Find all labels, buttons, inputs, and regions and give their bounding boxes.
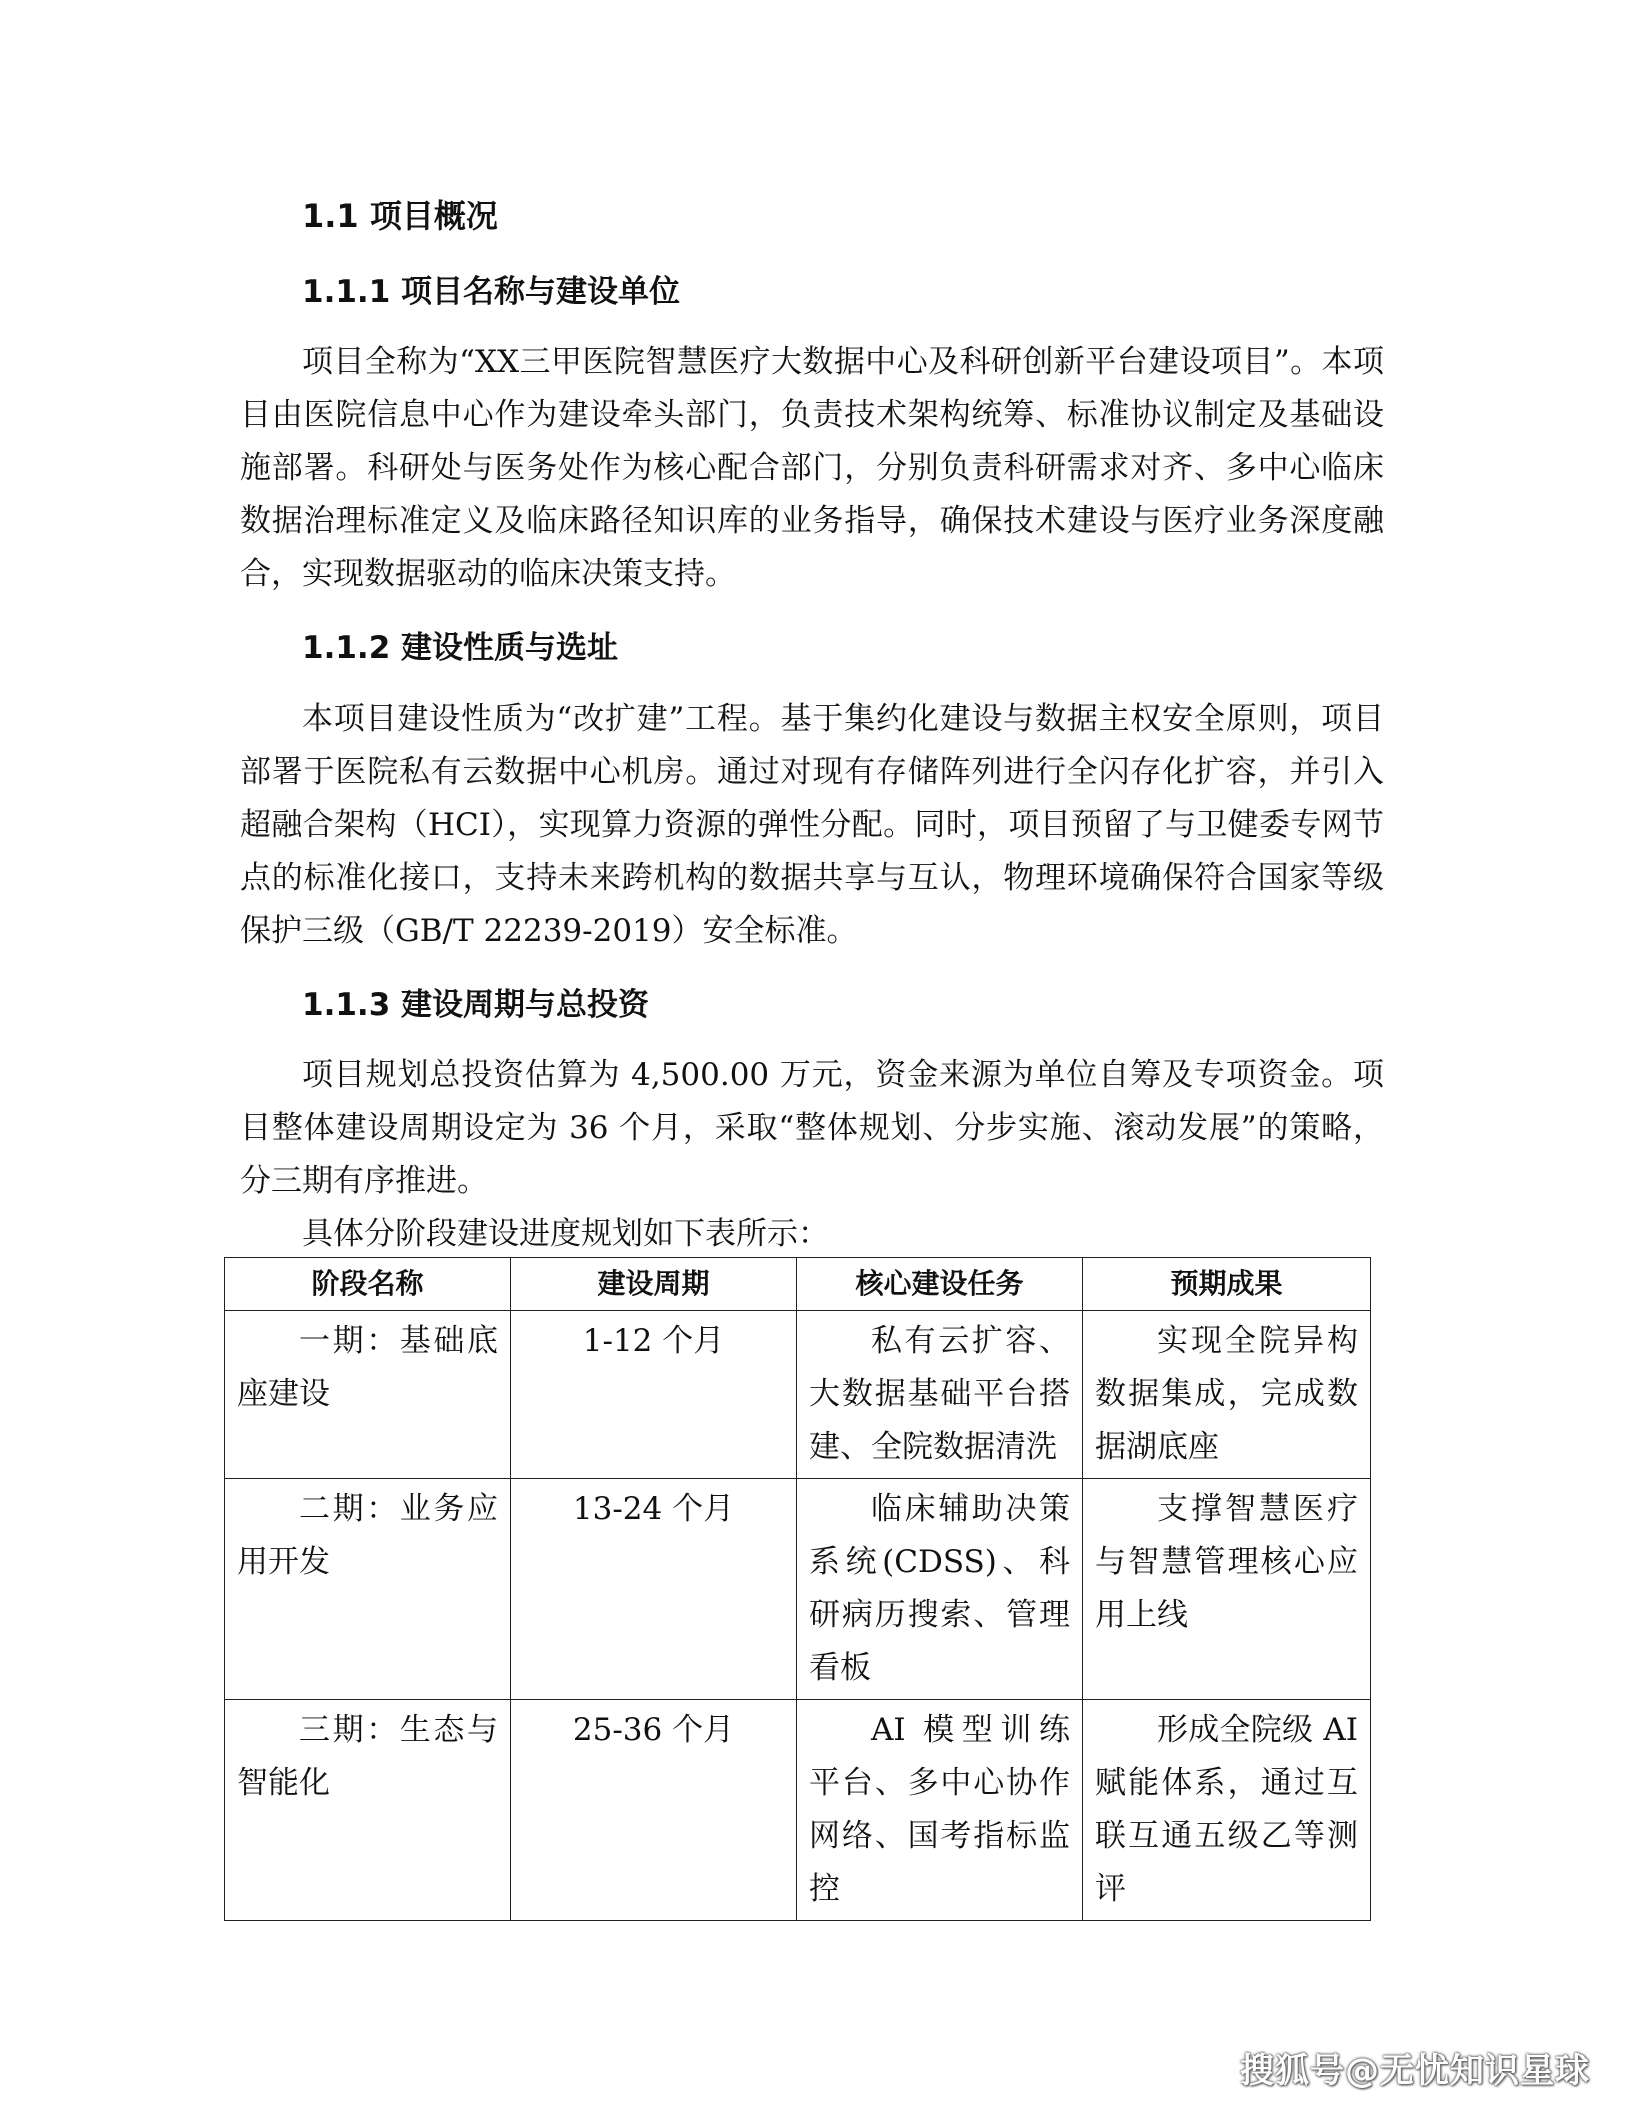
cell-core-tasks: AI 模型训练平台、多中心协作网络、国考指标监控 bbox=[797, 1700, 1083, 1921]
cell-phase-name: 一期：基础底座建设 bbox=[225, 1311, 511, 1479]
table-intro: 具体分阶段建设进度规划如下表所示： bbox=[302, 1216, 829, 1252]
cell-phase-name: 二期：业务应用开发 bbox=[225, 1479, 511, 1700]
header-core-tasks: 核心建设任务 bbox=[797, 1258, 1083, 1311]
paragraph-investment: 项目规划总投资估算为 4,500.00 万元，资金来源为单位自筹及专项资金。项目整体建设周期设定为 36 个月，采取“整体规划、分步实施、滚动发展”的策略，分三期有序推进。 bbox=[240, 1057, 1384, 1199]
cell-expected-results: 支撑智慧医疗与智慧管理核心应用上线 bbox=[1083, 1479, 1371, 1700]
cell-core-tasks: 私有云扩容、大数据基础平台搭建、全院数据清洗 bbox=[797, 1311, 1083, 1479]
header-phase-name: 阶段名称 bbox=[225, 1258, 511, 1311]
table-row bbox=[225, 1479, 1371, 1700]
header-period: 建设周期 bbox=[511, 1258, 797, 1311]
table-row bbox=[225, 1311, 1371, 1479]
cell-period: 25-36 个月 bbox=[511, 1700, 797, 1921]
paragraph-project-name: 项目全称为“XX三甲医院智慧医疗大数据中心及科研创新平台建设项目”。本项目由医院信息中心作为建设牵头部门，负责技术架构统筹、标准协议制定及基础设施部署。科研处与医务处作为核心配合部门，分别负责科研需求对齐、多中心临床数据治理标准定义及临床路径知识库的业务指导，确保技术建设与医疗业务深度融合，实现数据驱动的临床决策支持。 bbox=[240, 344, 1384, 592]
paragraph-construction-nature: 本项目建设性质为“改扩建”工程。基于集约化建设与数据主权安全原则，项目部署于医院私有云数据中心机房。通过对现有存储阵列进行全闪存化扩容，并引入超融合架构（HCI），实现算力资源的弹性分配。同时，项目预留了与卫健委专网节点的标准化接口，支持未来跨机构的数据共享与互认，物理环境确保符合国家等级保护三级（GB/T 22239-2019）安全标准。 bbox=[240, 701, 1384, 949]
cell-expected-results: 实现全院异构数据集成，完成数据湖底座 bbox=[1083, 1311, 1371, 1479]
cell-expected-results: 形成全院级 AI 赋能体系，通过互联互通五级乙等测评 bbox=[1083, 1700, 1371, 1921]
subsection-title-1-1-2: 1.1.2 建设性质与选址 bbox=[302, 630, 619, 666]
cell-period: 13-24 个月 bbox=[511, 1479, 797, 1700]
cell-core-tasks: 临床辅助决策系统(CDSS)、科研病历搜索、管理看板 bbox=[797, 1479, 1083, 1700]
cell-phase-name: 三期：生态与智能化 bbox=[225, 1700, 511, 1921]
subsection-title-1-1-3: 1.1.3 建设周期与总投资 bbox=[302, 987, 650, 1023]
table-row bbox=[225, 1700, 1371, 1921]
header-expected-results: 预期成果 bbox=[1083, 1258, 1371, 1311]
table-header-row bbox=[225, 1258, 1371, 1311]
phase-schedule-table bbox=[224, 1257, 1371, 1921]
cell-period: 1-12 个月 bbox=[511, 1311, 797, 1479]
watermark: 搜狐号@无忧知识星球 bbox=[1240, 2051, 1590, 2091]
subsection-title-1-1-1: 1.1.1 项目名称与建设单位 bbox=[302, 274, 681, 310]
section-title: 1.1 项目概况 bbox=[302, 197, 498, 235]
